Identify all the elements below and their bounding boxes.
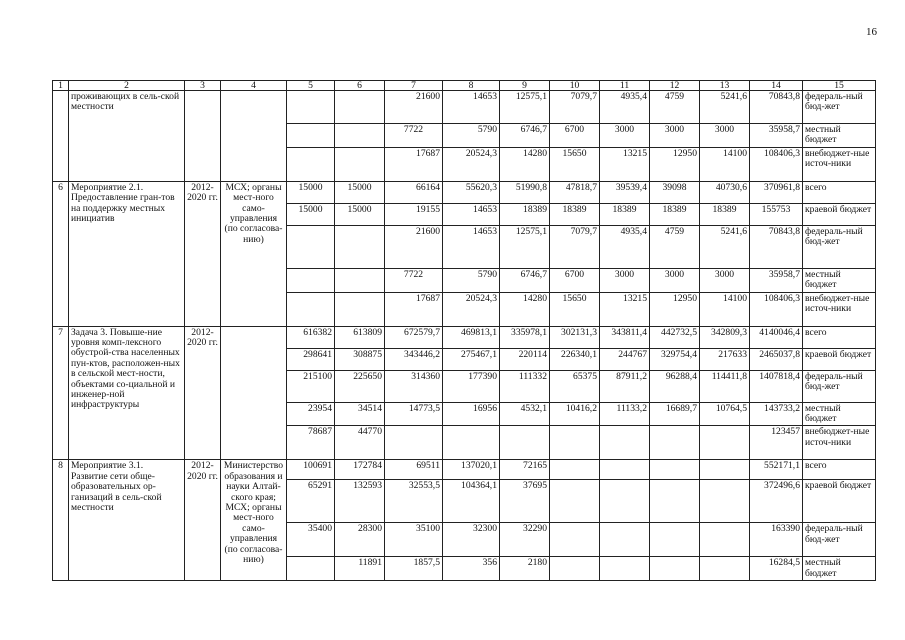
value-cell: 32290 (500, 523, 550, 557)
value-cell: 35958,7 (750, 268, 803, 292)
value-cell: 613809 (335, 326, 385, 348)
value-cell (335, 91, 385, 124)
value-cell: 69511 (385, 460, 443, 480)
value-cell (700, 460, 750, 480)
value-cell: 11133,2 (600, 402, 650, 426)
value-cell: 65291 (287, 480, 335, 523)
column-header: 11 (600, 81, 650, 91)
value-cell: 14280 (500, 292, 550, 326)
value-cell (550, 426, 600, 460)
period-cell: 2012-2020 гг. (185, 460, 221, 581)
value-cell (287, 268, 335, 292)
column-header: 1 (53, 81, 69, 91)
value-cell: 616382 (287, 326, 335, 348)
value-cell: 469813,1 (443, 326, 500, 348)
value-cell (700, 480, 750, 523)
funding-source-cell: федераль-ный бюд-жет (803, 370, 876, 402)
executor-cell (221, 91, 287, 182)
value-cell: 39098 (650, 181, 700, 203)
value-cell: 78687 (287, 426, 335, 460)
column-header: 13 (700, 81, 750, 91)
value-cell: 335978,1 (500, 326, 550, 348)
value-cell: 18389 (550, 203, 600, 225)
value-cell: 19155 (385, 203, 443, 225)
value-cell: 226340,1 (550, 348, 600, 370)
period-cell: 2012-2020 гг. (185, 181, 221, 326)
column-header: 3 (185, 81, 221, 91)
value-cell: 4140046,4 (750, 326, 803, 348)
value-cell: 32300 (443, 523, 500, 557)
value-cell: 18389 (650, 203, 700, 225)
value-cell: 3000 (700, 124, 750, 148)
value-cell: 217633 (700, 348, 750, 370)
value-cell: 13215 (600, 147, 650, 181)
value-cell: 220114 (500, 348, 550, 370)
value-cell: 1857,5 (385, 557, 443, 581)
value-cell: 55620,3 (443, 181, 500, 203)
program-budget-table (52, 80, 876, 581)
measure-name-cell: Мероприятие 2.1. Предоставление гран-тов на поддержку местных инициатив (69, 181, 185, 326)
value-cell (700, 523, 750, 557)
value-cell: 4935,4 (600, 91, 650, 124)
value-cell: 275467,1 (443, 348, 500, 370)
value-cell: 155753 (750, 203, 803, 225)
value-cell: 343811,4 (600, 326, 650, 348)
value-cell: 35400 (287, 523, 335, 557)
value-cell: 4935,4 (600, 225, 650, 268)
value-cell: 40730,6 (700, 181, 750, 203)
value-cell: 16689,7 (650, 402, 700, 426)
value-cell: 7079,7 (550, 225, 600, 268)
value-cell: 2465037,8 (750, 348, 803, 370)
value-cell: 15000 (335, 181, 385, 203)
value-cell: 552171,1 (750, 460, 803, 480)
value-cell: 72165 (500, 460, 550, 480)
value-cell (700, 557, 750, 581)
column-header: 7 (385, 81, 443, 91)
value-cell (550, 480, 600, 523)
value-cell: 5790 (443, 268, 500, 292)
value-cell: 21600 (385, 225, 443, 268)
value-cell: 314360 (385, 370, 443, 402)
funding-source-cell: местный бюджет (803, 402, 876, 426)
value-cell: 70843,8 (750, 91, 803, 124)
value-cell: 108406,3 (750, 292, 803, 326)
value-cell: 34514 (335, 402, 385, 426)
value-cell: 37695 (500, 480, 550, 523)
column-header: 2 (69, 81, 185, 91)
value-cell: 298641 (287, 348, 335, 370)
value-cell: 343446,2 (385, 348, 443, 370)
value-cell: 51990,8 (500, 181, 550, 203)
value-cell: 15650 (550, 147, 600, 181)
value-cell: 3000 (700, 268, 750, 292)
measure-name-cell: Мероприятие 3.1. Развитие сети обще-образовательных ор-ганизаций в сель-ской местности (69, 460, 185, 581)
value-cell (550, 523, 600, 557)
value-cell: 18389 (700, 203, 750, 225)
value-cell: 2180 (500, 557, 550, 581)
value-cell: 21600 (385, 91, 443, 124)
value-cell (650, 426, 700, 460)
value-cell: 12575,1 (500, 225, 550, 268)
value-cell: 28300 (335, 523, 385, 557)
value-cell (700, 426, 750, 460)
period-cell: 2012-2020 гг. (185, 326, 221, 460)
value-cell: 108406,3 (750, 147, 803, 181)
value-cell: 123457 (750, 426, 803, 460)
value-cell: 7722 (385, 124, 443, 148)
value-cell: 14773,5 (385, 402, 443, 426)
value-cell (600, 557, 650, 581)
value-cell: 442732,5 (650, 326, 700, 348)
value-cell: 20524,3 (443, 292, 500, 326)
value-cell (335, 147, 385, 181)
value-cell: 35100 (385, 523, 443, 557)
value-cell (287, 292, 335, 326)
value-cell: 3000 (600, 268, 650, 292)
value-cell (550, 460, 600, 480)
page-number: 16 (866, 26, 877, 38)
funding-source-cell: всего (803, 326, 876, 348)
row-number-cell: 7 (53, 326, 69, 460)
value-cell: 14653 (443, 225, 500, 268)
funding-source-cell: внебюджет-ные источ-ники (803, 292, 876, 326)
funding-source-cell: федераль-ный бюд-жет (803, 91, 876, 124)
value-cell (600, 426, 650, 460)
value-cell (287, 225, 335, 268)
funding-source-cell: федераль-ный бюд-жет (803, 523, 876, 557)
value-cell (650, 480, 700, 523)
funding-source-cell: внебюджет-ные источ-ники (803, 426, 876, 460)
value-cell: 6746,7 (500, 268, 550, 292)
measure-name-cell: Задача 3. Повыше-ние уровня комп-лексного обустрой-ства населенных пун-ктов, расположен-ных в сельской мест-ности, объектами со-циальной и инженер-ной инфраструктуры (69, 326, 185, 460)
value-cell: 15000 (287, 181, 335, 203)
value-cell: 3000 (650, 124, 700, 148)
value-cell: 356 (443, 557, 500, 581)
table-row (53, 91, 876, 124)
value-cell: 4532,1 (500, 402, 550, 426)
value-cell (550, 557, 600, 581)
table-row (53, 326, 876, 348)
row-number-cell: 8 (53, 460, 69, 581)
value-cell: 18389 (600, 203, 650, 225)
value-cell: 342809,3 (700, 326, 750, 348)
value-cell: 39539,4 (600, 181, 650, 203)
value-cell: 163390 (750, 523, 803, 557)
value-cell: 4759 (650, 225, 700, 268)
funding-source-cell: краевой бюджет (803, 203, 876, 225)
value-cell: 17687 (385, 147, 443, 181)
value-cell: 12950 (650, 292, 700, 326)
value-cell (500, 426, 550, 460)
column-header: 8 (443, 81, 500, 91)
value-cell: 215100 (287, 370, 335, 402)
value-cell: 370961,8 (750, 181, 803, 203)
value-cell (650, 460, 700, 480)
value-cell: 6700 (550, 268, 600, 292)
value-cell: 15000 (287, 203, 335, 225)
funding-source-cell: всего (803, 460, 876, 480)
value-cell: 18389 (500, 203, 550, 225)
value-cell (650, 557, 700, 581)
column-header: 5 (287, 81, 335, 91)
value-cell: 5241,6 (700, 91, 750, 124)
value-cell (650, 523, 700, 557)
value-cell: 137020,1 (443, 460, 500, 480)
value-cell (287, 147, 335, 181)
executor-cell: Министерство образования и науки Алтай-ского края; МСХ; органы мест-ного само-управления (по согласова-нию) (221, 460, 287, 581)
value-cell: 15650 (550, 292, 600, 326)
value-cell: 87911,2 (600, 370, 650, 402)
value-cell: 104364,1 (443, 480, 500, 523)
value-cell: 6700 (550, 124, 600, 148)
column-header: 14 (750, 81, 803, 91)
value-cell: 44770 (335, 426, 385, 460)
value-cell (600, 460, 650, 480)
value-cell: 225650 (335, 370, 385, 402)
funding-source-cell: внебюджет-ные источ-ники (803, 147, 876, 181)
value-cell: 3000 (650, 268, 700, 292)
value-cell: 3000 (600, 124, 650, 148)
value-cell: 7722 (385, 268, 443, 292)
value-cell: 16284,5 (750, 557, 803, 581)
funding-source-cell: краевой бюджет (803, 348, 876, 370)
value-cell (335, 124, 385, 148)
value-cell (600, 480, 650, 523)
value-cell: 17687 (385, 292, 443, 326)
value-cell (287, 91, 335, 124)
measure-name-cell: проживающих в сель-ской местности (69, 91, 185, 182)
row-number-cell: 6 (53, 181, 69, 326)
value-cell: 672579,7 (385, 326, 443, 348)
value-cell: 6746,7 (500, 124, 550, 148)
value-cell: 244767 (600, 348, 650, 370)
value-cell: 5241,6 (700, 225, 750, 268)
value-cell: 47818,7 (550, 181, 600, 203)
value-cell (443, 426, 500, 460)
table-row (53, 460, 876, 480)
value-cell: 4759 (650, 91, 700, 124)
value-cell: 302131,3 (550, 326, 600, 348)
value-cell: 1407818,4 (750, 370, 803, 402)
value-cell: 7079,7 (550, 91, 600, 124)
value-cell (287, 557, 335, 581)
value-cell: 12950 (650, 147, 700, 181)
table-row (53, 181, 876, 203)
value-cell: 143733,2 (750, 402, 803, 426)
value-cell: 14280 (500, 147, 550, 181)
funding-source-cell: местный бюджет (803, 557, 876, 581)
value-cell: 16956 (443, 402, 500, 426)
column-header: 9 (500, 81, 550, 91)
value-cell: 111332 (500, 370, 550, 402)
funding-source-cell: местный бюджет (803, 268, 876, 292)
value-cell: 14653 (443, 91, 500, 124)
value-cell (335, 268, 385, 292)
header-row (53, 81, 876, 91)
funding-source-cell: краевой бюджет (803, 480, 876, 523)
value-cell: 66164 (385, 181, 443, 203)
value-cell (385, 426, 443, 460)
period-cell (185, 91, 221, 182)
funding-source-cell: всего (803, 181, 876, 203)
value-cell: 20524,3 (443, 147, 500, 181)
executor-cell: МСХ; органы мест-ного само-управления (по согласова-нию) (221, 181, 287, 326)
value-cell: 10764,5 (700, 402, 750, 426)
executor-cell (221, 326, 287, 460)
value-cell: 12575,1 (500, 91, 550, 124)
value-cell: 35958,7 (750, 124, 803, 148)
value-cell: 100691 (287, 460, 335, 480)
row-number-cell (53, 91, 69, 182)
value-cell: 10416,2 (550, 402, 600, 426)
value-cell: 372496,6 (750, 480, 803, 523)
value-cell: 114411,8 (700, 370, 750, 402)
value-cell: 5790 (443, 124, 500, 148)
value-cell (287, 124, 335, 148)
value-cell: 14653 (443, 203, 500, 225)
value-cell: 13215 (600, 292, 650, 326)
value-cell (335, 292, 385, 326)
value-cell (335, 225, 385, 268)
value-cell: 308875 (335, 348, 385, 370)
value-cell (600, 523, 650, 557)
value-cell: 70843,8 (750, 225, 803, 268)
value-cell: 172784 (335, 460, 385, 480)
value-cell: 23954 (287, 402, 335, 426)
value-cell: 11891 (335, 557, 385, 581)
value-cell: 32553,5 (385, 480, 443, 523)
column-header: 12 (650, 81, 700, 91)
value-cell: 15000 (335, 203, 385, 225)
funding-source-cell: федераль-ный бюд-жет (803, 225, 876, 268)
column-header: 4 (221, 81, 287, 91)
funding-source-cell: местный бюджет (803, 124, 876, 148)
value-cell: 65375 (550, 370, 600, 402)
column-header: 10 (550, 81, 600, 91)
value-cell: 177390 (443, 370, 500, 402)
column-header: 15 (803, 81, 876, 91)
value-cell: 14100 (700, 147, 750, 181)
value-cell: 96288,4 (650, 370, 700, 402)
value-cell: 329754,4 (650, 348, 700, 370)
value-cell: 132593 (335, 480, 385, 523)
column-header: 6 (335, 81, 385, 91)
value-cell: 14100 (700, 292, 750, 326)
